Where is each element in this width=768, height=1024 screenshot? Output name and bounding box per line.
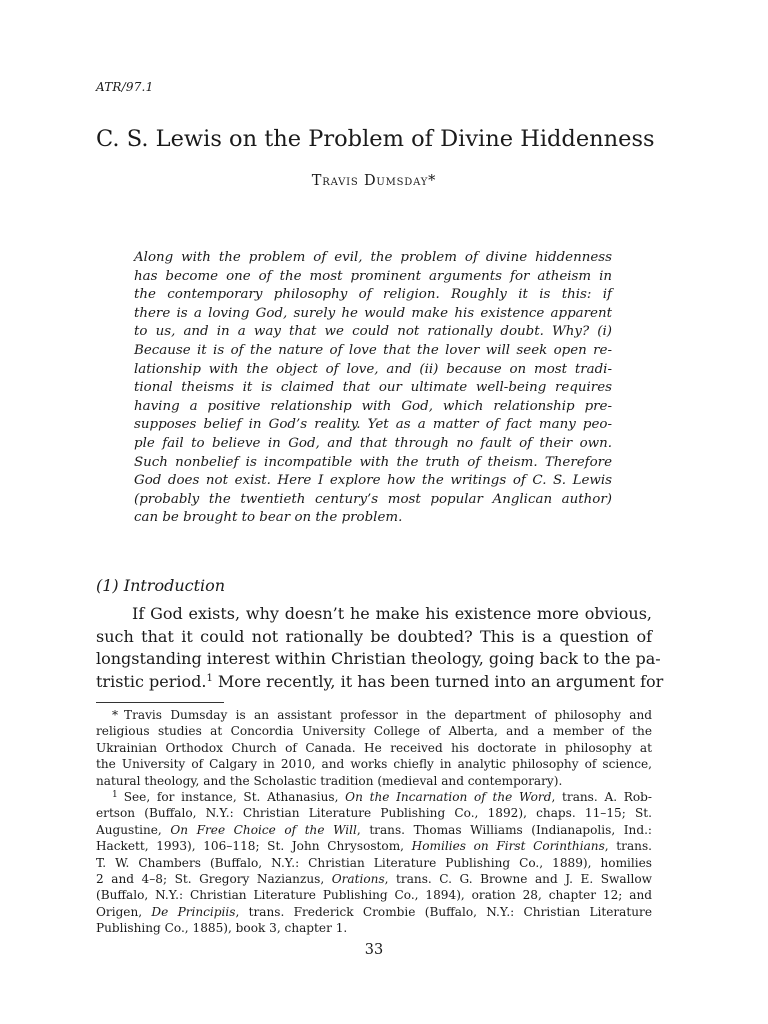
abstract-line: there is a loving God, surely he would make his existence apparent <box>134 305 612 321</box>
footnote-line: natural theology, and the Scholastic tradition (medieval and contemporary). <box>96 773 563 788</box>
abstract <box>134 249 612 528</box>
abstract-line: having a positive relationship with God, which relationship pre- <box>134 398 612 414</box>
abstract-line: the contemporary philosophy of religion. Roughly it is this: if <box>134 287 612 303</box>
footnote-line <box>96 707 652 723</box>
footnote-mark-star: * <box>112 708 119 722</box>
footnote-line: Publishing Co., 1885), book 3, chapter 1. <box>96 921 348 936</box>
footnotes <box>96 707 652 937</box>
footnote-line <box>96 789 652 805</box>
footnote-text: , trans. <box>604 839 652 854</box>
abstract-line: Along with the problem of evil, the problem of divine hiddenness <box>134 250 612 265</box>
body-text-fragment: More recently, it has been turned into an argument for <box>212 671 664 691</box>
footnote-line: ertson (Buffalo, N.Y.: Christian Literature Publishing Co., 1892), chaps. 11–15; St. <box>96 806 652 821</box>
cited-title: On the Incarnation of the Word <box>345 790 552 805</box>
abstract-line: Because it is of the nature of love that the lover will seek open re- <box>134 342 612 358</box>
body-line <box>96 671 664 694</box>
footnote-author <box>96 707 652 789</box>
footnote-text: , trans. Frederick Crombie (Buffalo, N.Y.: Christian Literature <box>235 904 652 919</box>
footnote-reference-1[interactable]: 1 <box>206 672 213 684</box>
footnote-text: 2 and 4–8; St. Gregory Nazianzus, <box>96 872 332 887</box>
section-heading-introduction: (1) Introduction <box>96 576 226 595</box>
abstract-line: (probably the twentieth century’s most popular Anglican author) <box>134 491 612 507</box>
footnote-line: (Buffalo, N.Y.: Christian Literature Publishing Co., 1894), oration 28, chapter 12; and <box>96 888 652 903</box>
abstract-line: can be brought to bear on the problem. <box>134 510 403 526</box>
footnote-text: , trans. Thomas Williams (Indianapolis, Ind.: <box>356 822 653 837</box>
article-title: C. S. Lewis on the Problem of Divine Hiddenness <box>96 126 655 152</box>
article-author: Travis Dumsday* <box>311 173 437 189</box>
footnote-line: the University of Calgary in 2010, and works chiefly in analytic philosophy of science, <box>96 757 652 772</box>
abstract-line: has become one of the most prominent arguments for atheism in <box>134 268 612 284</box>
abstract-line: tional theisms it is claimed that our ultimate well-being requires <box>134 380 612 396</box>
footnote-1 <box>96 789 652 937</box>
footnote-line <box>96 838 652 854</box>
page-number: 33 <box>364 942 384 958</box>
footnote-text: , trans. C. G. Browne and J. E. Swallow <box>384 872 652 887</box>
cited-title: Orations <box>331 872 385 887</box>
abstract-line: to us, and in a way that we could not rationally doubt. Why? (i) <box>134 324 612 340</box>
footnote-line: T. W. Chambers (Buffalo, N.Y.: Christian Literature Publishing Co., 1889), homilies <box>96 855 652 870</box>
cited-title: De Principiis <box>151 904 236 919</box>
cited-title: On Free Choice of the Will <box>170 822 357 837</box>
abstract-line: God does not exist. Here I explore how the writings of C. S. Lewis <box>134 473 612 489</box>
footnote-text: , trans. A. Rob- <box>551 790 652 805</box>
body-line: longstanding interest within Christian theology, going back to the pa- <box>96 649 661 668</box>
abstract-line: lationship with the object of love, and (ii) because on most tradi- <box>134 361 612 377</box>
footnote-text: Travis Dumsday is an assistant professor in the department of philosophy and <box>124 708 652 722</box>
footnote-rule <box>96 702 224 703</box>
footnote-line <box>96 871 652 887</box>
footnote-line <box>96 822 652 838</box>
footnote-text: Origen, <box>96 904 152 919</box>
footnote-line: religious studies at Concordia University College of Alberta, and a member of the <box>96 724 652 739</box>
abstract-line: ple fail to believe in God, and that through no fault of their own. <box>134 435 612 451</box>
footnote-mark-1: 1 <box>112 790 118 801</box>
footnote-line <box>96 904 652 920</box>
body-paragraph <box>96 603 664 693</box>
cited-title: Homilies on First Corinthians <box>411 839 605 854</box>
footnote-text: See, for instance, St. Athanasius, <box>123 790 346 805</box>
body-line: If God exists, why doesn’t he make his existence more obvious, <box>132 604 652 623</box>
body-line: such that it could not rationally be doubted? This is a question of <box>96 626 652 646</box>
footnote-text: Augustine, <box>96 822 171 837</box>
footnote-text: Hackett, 1993), 106–118; St. John Chrysostom, <box>96 839 412 854</box>
body-text-fragment: tristic period. <box>96 671 207 691</box>
abstract-line: Such nonbelief is incompatible with the truth of theism. Therefore <box>134 454 612 470</box>
abstract-line: supposes belief in God’s reality. Yet as a matter of fact many peo- <box>134 417 612 433</box>
running-head: ATR/97.1 <box>96 80 154 94</box>
footnote-line: Ukrainian Orthodox Church of Canada. He received his doctorate in philosophy at <box>96 740 652 755</box>
